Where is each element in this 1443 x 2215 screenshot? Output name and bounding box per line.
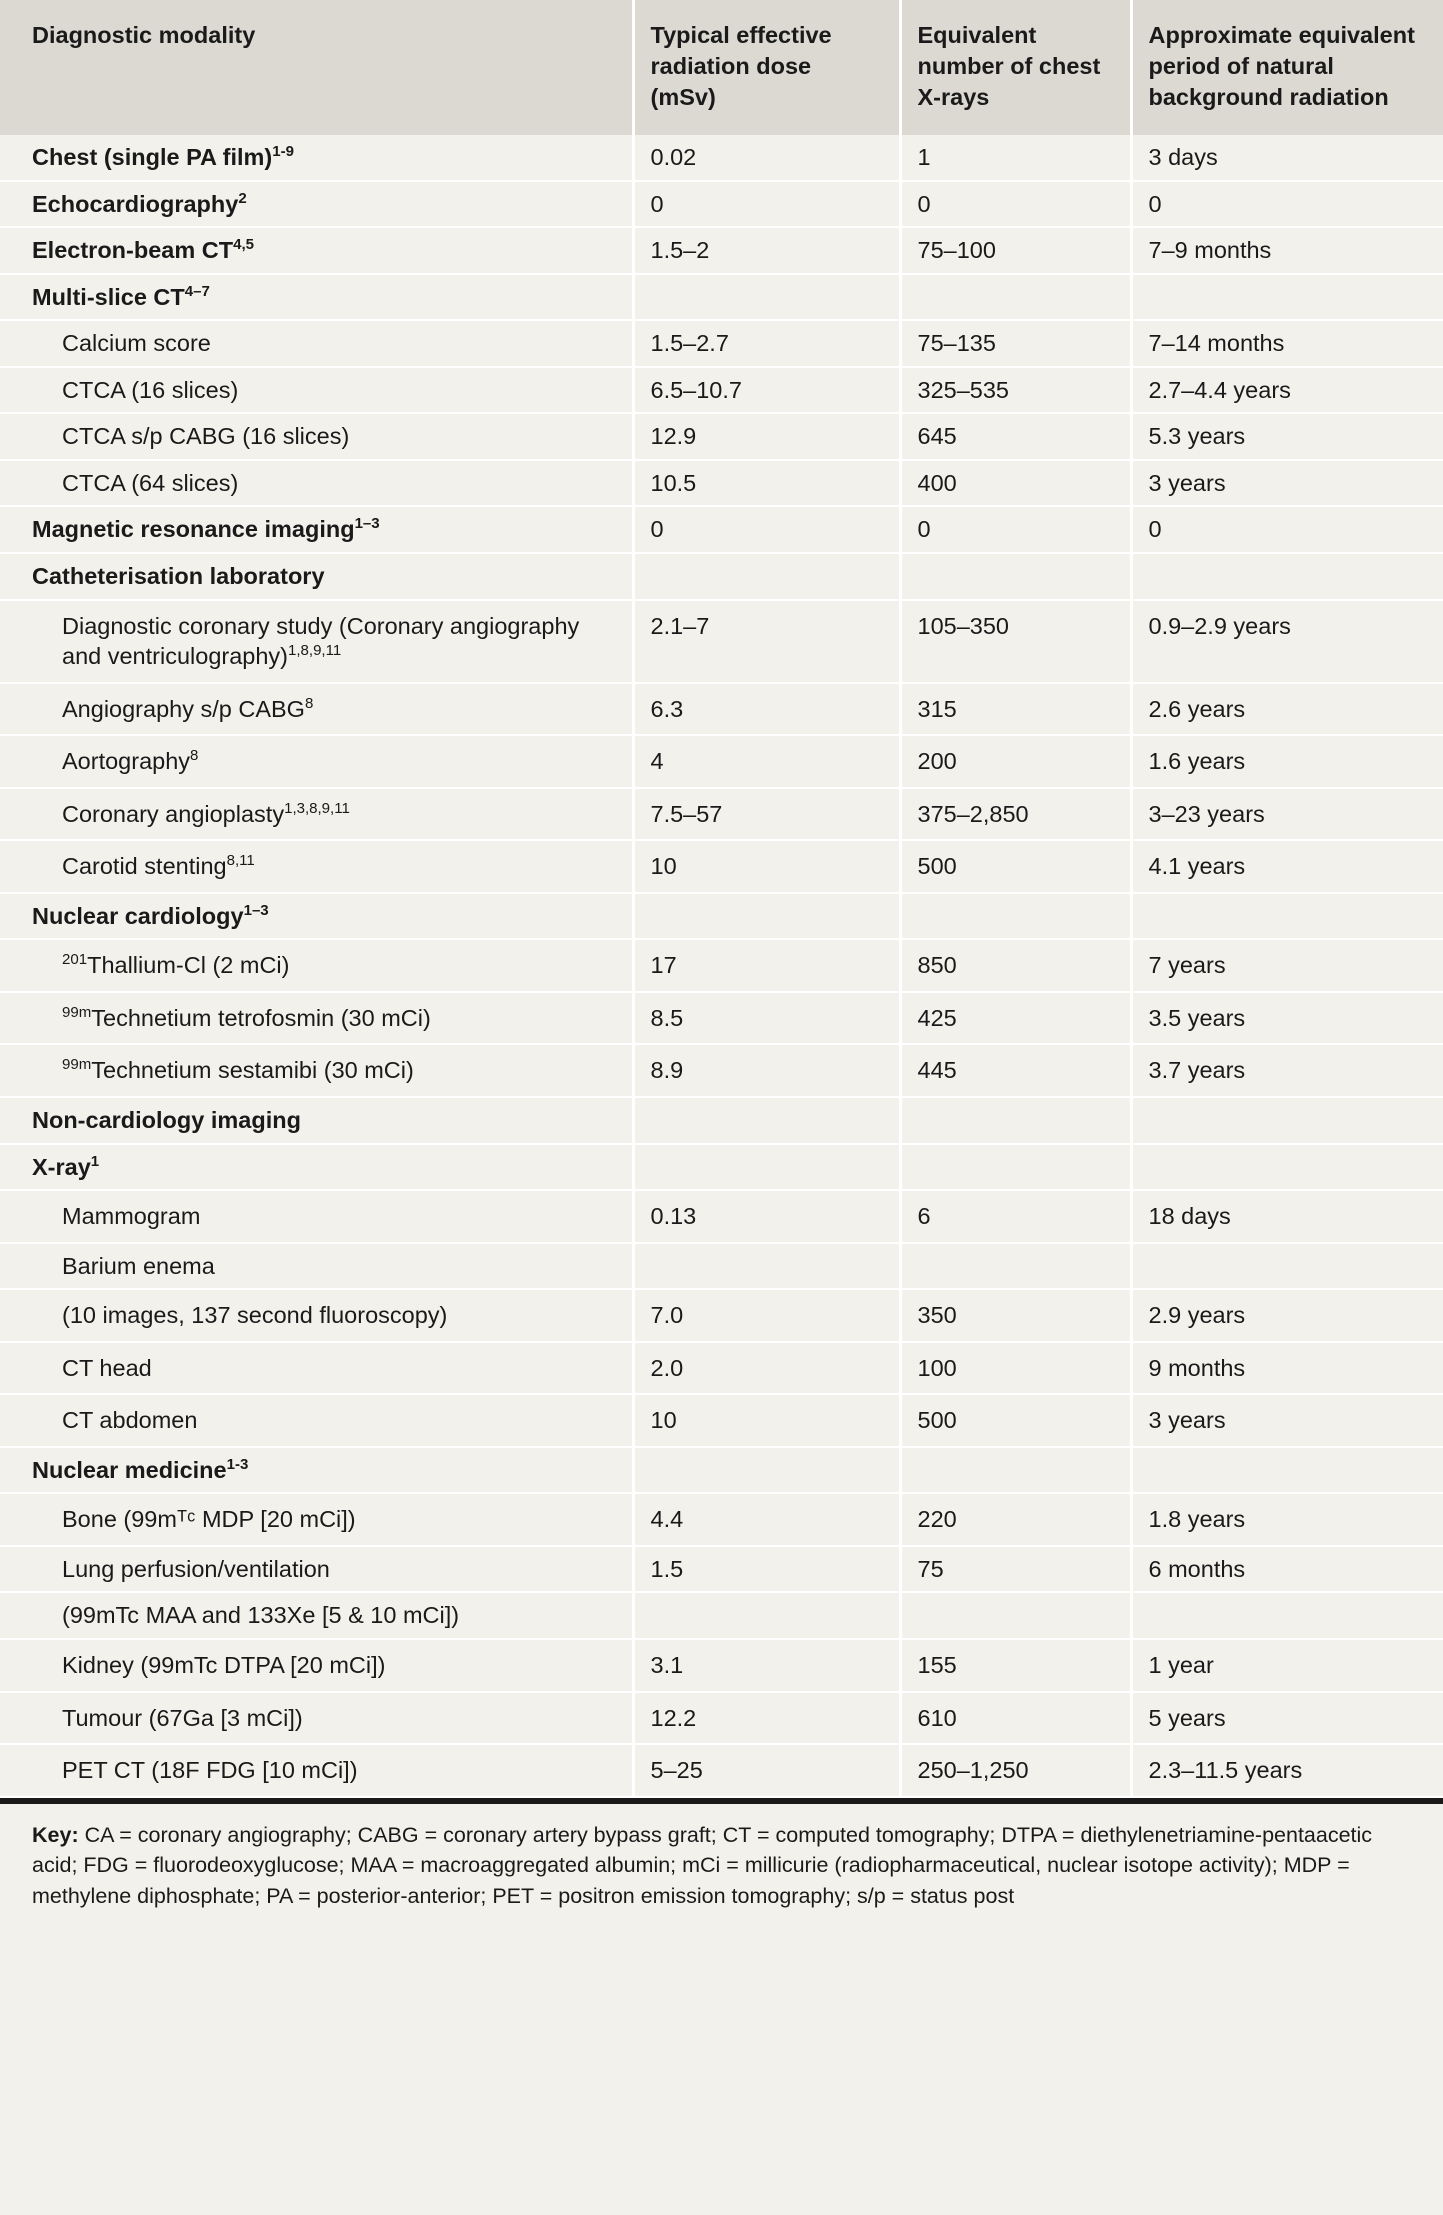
cell-background: 0 bbox=[1131, 181, 1443, 228]
cell-dose: 4.4 bbox=[633, 1493, 900, 1546]
cell-background bbox=[1131, 274, 1443, 321]
table-row bbox=[0, 939, 1443, 992]
cell-modality bbox=[0, 1692, 633, 1745]
cell-background: 1.6 years bbox=[1131, 735, 1443, 788]
table-row bbox=[0, 1190, 1443, 1243]
cell-background: 6 months bbox=[1131, 1546, 1443, 1593]
cell-background bbox=[1131, 1243, 1443, 1290]
cell-xrays: 75–135 bbox=[900, 320, 1131, 367]
table-row bbox=[0, 1044, 1443, 1097]
table-row bbox=[0, 413, 1443, 460]
cell-dose: 3.1 bbox=[633, 1639, 900, 1692]
modality-label: PET CT (18F FDG [10 mCi]) bbox=[62, 1757, 358, 1784]
modality-label: CTCA (64 slices) bbox=[62, 469, 239, 496]
modality-label: Tumour (67Ga [3 mCi]) bbox=[62, 1704, 303, 1731]
table-row bbox=[0, 735, 1443, 788]
table-row bbox=[0, 1744, 1443, 1797]
table-row bbox=[0, 1243, 1443, 1290]
cell-xrays: 105–350 bbox=[900, 600, 1131, 683]
cell-background: 0.9–2.9 years bbox=[1131, 600, 1443, 683]
cell-background bbox=[1131, 1097, 1443, 1144]
cell-xrays bbox=[900, 1592, 1131, 1639]
cell-xrays: 445 bbox=[900, 1044, 1131, 1097]
cell-xrays bbox=[900, 1144, 1131, 1191]
cell-dose: 0.02 bbox=[633, 135, 900, 181]
cell-xrays: 100 bbox=[900, 1342, 1131, 1395]
cell-dose: 17 bbox=[633, 939, 900, 992]
cell-xrays bbox=[900, 1447, 1131, 1494]
cell-dose bbox=[633, 1447, 900, 1494]
reference-superscript: 1,3,8,9,11 bbox=[284, 799, 350, 817]
cell-modality bbox=[0, 683, 633, 736]
cell-dose: 10 bbox=[633, 840, 900, 893]
table-row bbox=[0, 893, 1443, 940]
table-row bbox=[0, 506, 1443, 553]
cell-modality bbox=[0, 413, 633, 460]
table-body bbox=[0, 135, 1443, 1797]
cell-background: 7 years bbox=[1131, 939, 1443, 992]
isotope-superscript: 99m bbox=[62, 1004, 92, 1022]
cell-modality bbox=[0, 1097, 633, 1144]
cell-modality bbox=[0, 1639, 633, 1692]
cell-dose bbox=[633, 1243, 900, 1290]
table-header bbox=[0, 0, 1443, 135]
modality-label: Technetium sestamibi (30 mCi) bbox=[91, 1057, 414, 1084]
column-header-modality: Diagnostic modality bbox=[0, 0, 633, 135]
table-row bbox=[0, 1692, 1443, 1745]
column-header-xrays: Equivalent number of chest X-rays bbox=[900, 0, 1131, 135]
cell-xrays: 1 bbox=[900, 135, 1131, 181]
cell-background: 18 days bbox=[1131, 1190, 1443, 1243]
cell-background: 3–23 years bbox=[1131, 788, 1443, 841]
cell-modality bbox=[0, 367, 633, 414]
column-header-background: Approximate equivalent period of natural background radiation bbox=[1131, 0, 1443, 135]
cell-background: 5 years bbox=[1131, 1692, 1443, 1745]
table-row bbox=[0, 1144, 1443, 1191]
cell-modality bbox=[0, 1493, 633, 1546]
table-row bbox=[0, 683, 1443, 736]
modality-label: (10 images, 137 second fluoroscopy) bbox=[62, 1302, 448, 1329]
cell-background: 4.1 years bbox=[1131, 840, 1443, 893]
table-row bbox=[0, 227, 1443, 274]
table-row bbox=[0, 181, 1443, 228]
cell-modality bbox=[0, 460, 633, 507]
modality-label: Diagnostic coronary study (Coronary angiography and ventriculography) bbox=[62, 612, 580, 670]
modality-label: Catheterisation laboratory bbox=[32, 562, 325, 589]
cell-dose: 5–25 bbox=[633, 1744, 900, 1797]
cell-modality bbox=[0, 506, 633, 553]
cell-xrays: 610 bbox=[900, 1692, 1131, 1745]
cell-background: 2.3–11.5 years bbox=[1131, 1744, 1443, 1797]
cell-xrays: 850 bbox=[900, 939, 1131, 992]
key-text: CA = coronary angiography; CABG = coronary artery bypass graft; CT = computed tomography; DTPA = diethylenetriamine-pentaacetic acid; FDG = fluorodeoxyglucose; MAA = macroaggregated albumin; mCi = millicurie (radiopharmaceutical, nuclear isotope activity); MDP = methylene diphosphate; PA = posterior-anterior; PET = positron emission tomography; s/p = status post bbox=[32, 1822, 1373, 1908]
cell-background: 3 days bbox=[1131, 135, 1443, 181]
cell-xrays: 75–100 bbox=[900, 227, 1131, 274]
cell-modality bbox=[0, 1044, 633, 1097]
cell-background: 3.7 years bbox=[1131, 1044, 1443, 1097]
table-row bbox=[0, 274, 1443, 321]
cell-xrays: 0 bbox=[900, 506, 1131, 553]
cell-dose: 8.9 bbox=[633, 1044, 900, 1097]
reference-superscript: 2 bbox=[238, 189, 247, 207]
table-row bbox=[0, 1592, 1443, 1639]
reference-superscript: 8 bbox=[190, 747, 199, 765]
cell-modality bbox=[0, 1744, 633, 1797]
cell-xrays: 645 bbox=[900, 413, 1131, 460]
reference-superscript: 4,5 bbox=[233, 236, 254, 254]
cell-modality bbox=[0, 939, 633, 992]
modality-label: Lung perfusion/ventilation bbox=[62, 1555, 330, 1582]
table-row bbox=[0, 840, 1443, 893]
cell-modality bbox=[0, 1592, 633, 1639]
table-row bbox=[0, 320, 1443, 367]
modality-label: CTCA s/p CABG (16 slices) bbox=[62, 423, 350, 450]
cell-dose bbox=[633, 1097, 900, 1144]
reference-superscript: 1–3 bbox=[354, 515, 380, 533]
table-row bbox=[0, 1493, 1443, 1546]
cell-xrays: 400 bbox=[900, 460, 1131, 507]
modality-label: CT head bbox=[62, 1354, 152, 1381]
cell-modality bbox=[0, 1342, 633, 1395]
modality-label: Coronary angioplasty bbox=[62, 800, 285, 827]
cell-dose: 1.5 bbox=[633, 1546, 900, 1593]
cell-modality bbox=[0, 320, 633, 367]
cell-xrays bbox=[900, 893, 1131, 940]
cell-modality bbox=[0, 600, 633, 683]
table-row bbox=[0, 1097, 1443, 1144]
modality-label: Chest (single PA film) bbox=[32, 144, 273, 171]
modality-label: Echocardiography bbox=[32, 190, 239, 217]
cell-background: 3 years bbox=[1131, 460, 1443, 507]
cell-xrays: 375–2,850 bbox=[900, 788, 1131, 841]
cell-dose bbox=[633, 553, 900, 600]
cell-dose: 12.9 bbox=[633, 413, 900, 460]
cell-dose: 10 bbox=[633, 1394, 900, 1447]
cell-background: 2.9 years bbox=[1131, 1289, 1443, 1342]
cell-xrays: 75 bbox=[900, 1546, 1131, 1593]
cell-xrays: 6 bbox=[900, 1190, 1131, 1243]
reference-superscript: 1-3 bbox=[226, 1455, 249, 1473]
cell-background bbox=[1131, 1144, 1443, 1191]
table-row bbox=[0, 367, 1443, 414]
cell-background: 5.3 years bbox=[1131, 413, 1443, 460]
cell-xrays bbox=[900, 1243, 1131, 1290]
reference-superscript: 4–7 bbox=[184, 282, 210, 300]
cell-dose: 6.5–10.7 bbox=[633, 367, 900, 414]
modality-label: Angiography s/p CABG bbox=[62, 695, 305, 722]
cell-xrays: 500 bbox=[900, 840, 1131, 893]
cell-background: 2.7–4.4 years bbox=[1131, 367, 1443, 414]
cell-dose: 2.1–7 bbox=[633, 600, 900, 683]
isotope-superscript: 201 bbox=[62, 951, 88, 969]
cell-modality bbox=[0, 1289, 633, 1342]
table-row bbox=[0, 788, 1443, 841]
cell-modality bbox=[0, 992, 633, 1045]
modality-label: Carotid stenting bbox=[62, 853, 227, 880]
cell-modality bbox=[0, 1394, 633, 1447]
modality-label: Kidney (99mTc DTPA [20 mCi]) bbox=[62, 1652, 386, 1678]
cell-xrays: 200 bbox=[900, 735, 1131, 788]
modality-label: Electron-beam CT bbox=[32, 237, 234, 264]
modality-label: Mammogram bbox=[62, 1203, 201, 1230]
cell-dose bbox=[633, 1144, 900, 1191]
table-row bbox=[0, 553, 1443, 600]
modality-label: (99mTc MAA and 133Xe [5 & 10 mCi]) bbox=[62, 1602, 460, 1629]
table-row bbox=[0, 1289, 1443, 1342]
modality-label: Technetium tetrofosmin (30 mCi) bbox=[91, 1004, 431, 1031]
cell-background: 0 bbox=[1131, 506, 1443, 553]
cell-dose: 10.5 bbox=[633, 460, 900, 507]
modality-label: Nuclear medicine bbox=[32, 1456, 227, 1483]
cell-xrays: 155 bbox=[900, 1639, 1131, 1692]
table-row bbox=[0, 1447, 1443, 1494]
cell-dose: 12.2 bbox=[633, 1692, 900, 1745]
modality-label: Multi-slice CT bbox=[32, 283, 185, 310]
cell-background: 7–14 months bbox=[1131, 320, 1443, 367]
cell-dose: 7.5–57 bbox=[633, 788, 900, 841]
cell-dose: 0 bbox=[633, 181, 900, 228]
reference-superscript: 1,8,9,11 bbox=[288, 642, 342, 660]
cell-dose: 0 bbox=[633, 506, 900, 553]
table-row bbox=[0, 992, 1443, 1045]
cell-modality bbox=[0, 1243, 633, 1290]
cell-dose: 1.5–2.7 bbox=[633, 320, 900, 367]
cell-xrays: 325–535 bbox=[900, 367, 1131, 414]
cell-modality bbox=[0, 1190, 633, 1243]
reference-superscript: 1 bbox=[90, 1152, 100, 1170]
cell-background: 1.8 years bbox=[1131, 1493, 1443, 1546]
cell-modality bbox=[0, 135, 633, 181]
cell-dose: 6.3 bbox=[633, 683, 900, 736]
cell-xrays: 250–1,250 bbox=[900, 1744, 1131, 1797]
modality-label: Non-cardiology imaging bbox=[32, 1106, 301, 1133]
cell-dose bbox=[633, 274, 900, 321]
reference-superscript: 1–3 bbox=[243, 901, 269, 919]
cell-modality bbox=[0, 1447, 633, 1494]
table-row bbox=[0, 135, 1443, 181]
cell-background bbox=[1131, 1592, 1443, 1639]
cell-dose: 2.0 bbox=[633, 1342, 900, 1395]
key-note bbox=[0, 1804, 1443, 1938]
cell-background: 3.5 years bbox=[1131, 992, 1443, 1045]
reference-superscript: 1-9 bbox=[272, 143, 294, 161]
cell-modality bbox=[0, 788, 633, 841]
cell-dose: 4 bbox=[633, 735, 900, 788]
cell-background: 1 year bbox=[1131, 1639, 1443, 1692]
cell-modality bbox=[0, 181, 633, 228]
modality-label: Thallium-Cl (2 mCi) bbox=[87, 952, 290, 979]
cell-dose bbox=[633, 1592, 900, 1639]
cell-xrays bbox=[900, 1097, 1131, 1144]
cell-xrays: 500 bbox=[900, 1394, 1131, 1447]
table-row bbox=[0, 460, 1443, 507]
key-label: Key: bbox=[32, 1822, 79, 1847]
cell-dose: 0.13 bbox=[633, 1190, 900, 1243]
isotope-superscript: 99m bbox=[62, 1056, 92, 1074]
cell-modality bbox=[0, 840, 633, 893]
cell-dose bbox=[633, 893, 900, 940]
cell-modality bbox=[0, 274, 633, 321]
modality-label: Calcium score bbox=[62, 330, 211, 357]
cell-xrays: 0 bbox=[900, 181, 1131, 228]
modality-label: Nuclear cardiology bbox=[32, 902, 244, 929]
modality-label: Aortography bbox=[62, 748, 191, 775]
cell-xrays: 350 bbox=[900, 1289, 1131, 1342]
table-row bbox=[0, 1342, 1443, 1395]
cell-dose: 8.5 bbox=[633, 992, 900, 1045]
cell-modality bbox=[0, 735, 633, 788]
table-row bbox=[0, 600, 1443, 683]
cell-modality bbox=[0, 1546, 633, 1593]
cell-modality bbox=[0, 893, 633, 940]
cell-dose: 1.5–2 bbox=[633, 227, 900, 274]
reference-superscript: 8,11 bbox=[226, 852, 255, 870]
modality-label: Magnetic resonance imaging bbox=[32, 516, 355, 543]
cell-xrays: 220 bbox=[900, 1493, 1131, 1546]
table-header-row bbox=[0, 0, 1443, 135]
modality-label: Bone (99mᵀᶜ MDP [20 mCi]) bbox=[62, 1506, 356, 1533]
table-row bbox=[0, 1639, 1443, 1692]
table-row bbox=[0, 1546, 1443, 1593]
cell-xrays bbox=[900, 274, 1131, 321]
table-row bbox=[0, 1394, 1443, 1447]
reference-superscript: 8 bbox=[304, 694, 314, 712]
cell-xrays bbox=[900, 553, 1131, 600]
cell-dose: 7.0 bbox=[633, 1289, 900, 1342]
cell-background: 9 months bbox=[1131, 1342, 1443, 1395]
modality-label: X-ray bbox=[32, 1153, 91, 1180]
cell-modality bbox=[0, 227, 633, 274]
modality-label: CT abdomen bbox=[62, 1407, 198, 1434]
cell-background: 2.6 years bbox=[1131, 683, 1443, 736]
cell-background bbox=[1131, 893, 1443, 940]
modality-label: Barium enema bbox=[62, 1252, 215, 1279]
cell-background bbox=[1131, 1447, 1443, 1494]
modality-label: CTCA (16 slices) bbox=[62, 376, 239, 403]
cell-background: 7–9 months bbox=[1131, 227, 1443, 274]
cell-xrays: 315 bbox=[900, 683, 1131, 736]
cell-background bbox=[1131, 553, 1443, 600]
cell-background: 3 years bbox=[1131, 1394, 1443, 1447]
column-header-dose: Typical effective radiation dose (mSv) bbox=[633, 0, 900, 135]
cell-modality bbox=[0, 1144, 633, 1191]
cell-xrays: 425 bbox=[900, 992, 1131, 1045]
cell-modality bbox=[0, 553, 633, 600]
